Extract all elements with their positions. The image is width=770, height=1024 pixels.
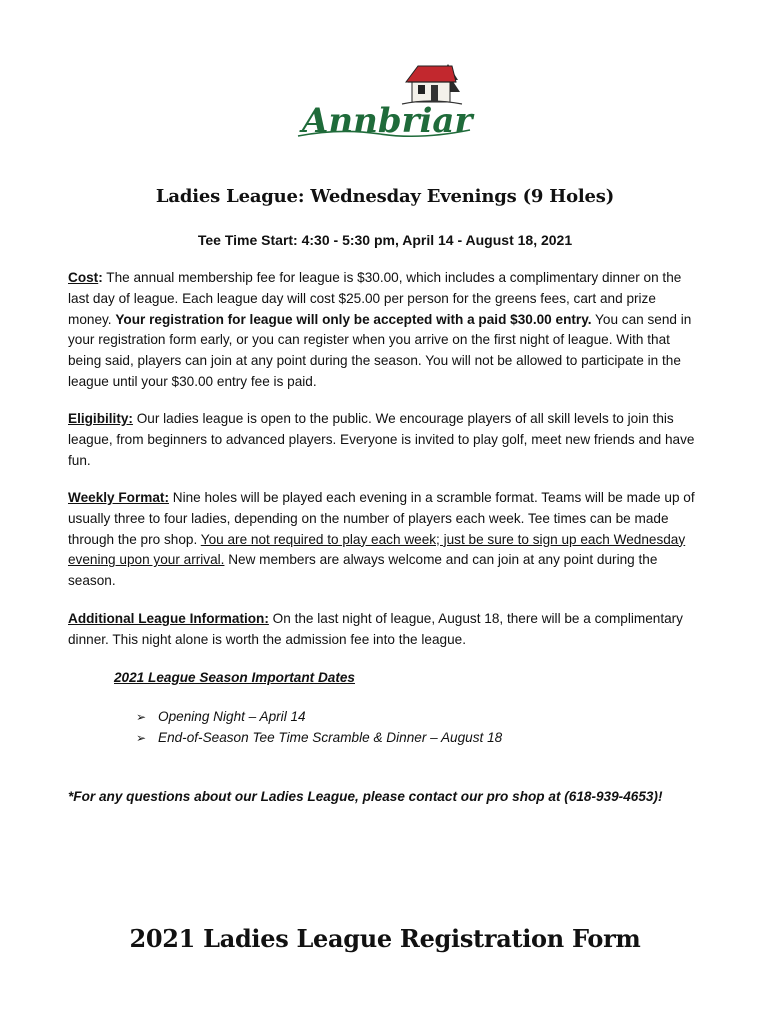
list-item xyxy=(136,709,306,724)
eligibility-label: Eligibility: xyxy=(68,411,133,426)
additional-info-text: On the last night of league, August 18, there will be a complimentary dinner. This night alone is worth the admission fee into the league. xyxy=(68,611,683,647)
weekly-format-label: Weekly Format: xyxy=(68,490,169,505)
eligibility-text: Our ladies league is open to the public. We encourage players of all skill levels to join this league, from beginners to advanced players. Everyone is invited to play golf, meet new friends and have fun. xyxy=(68,411,695,468)
date-item-text: Opening Night – April 14 xyxy=(158,709,306,724)
cost-text-2: You can send in your registration form early, or you can register when you arrive on the first night of league. With that being said, players can join at any point during the season. You will not be allowed to participate in the league until your $30.00 entry fee is paid. xyxy=(68,311,692,389)
cost-bold-note: Your registration for league will only be accepted with a paid $30.00 entry. xyxy=(115,311,592,327)
arrow-bullet-icon: ➢ xyxy=(136,730,147,745)
logo-text: Annbriar xyxy=(302,101,473,141)
list-item xyxy=(136,730,502,745)
barn-logo-icon xyxy=(290,58,480,148)
additional-info-paragraph xyxy=(68,609,703,651)
registration-form-title: 2021 Ladies League Registration Form xyxy=(129,924,641,953)
eligibility-paragraph xyxy=(68,409,703,471)
contact-note: *For any questions about our Ladies League, please contact our pro shop at (618-939-4653)! xyxy=(68,789,663,804)
weekly-format-text: Nine holes will be played each evening in a scramble format. Teams will be made up of usually three to four ladies, depending on the number of players each week. Tee times can be made through the pro shop. xyxy=(68,490,695,547)
tee-time-line: Tee Time Start: 4:30 - 5:30 pm, April 14 - August 18, 2021 xyxy=(197,232,573,248)
important-dates-heading: 2021 League Season Important Dates xyxy=(114,670,355,685)
weekly-format-underline: You are not required to play each week; just be sure to sign up each Wednesday evening upon your arrival. xyxy=(68,531,686,568)
annbriar-logo xyxy=(290,58,480,148)
cost-text: The annual membership fee for league is $30.00, which includes a complimentary dinner on the last day of league. Each league day will cost $25.00 per person for the greens fees, cart and prize money. xyxy=(68,270,682,327)
page-title: Ladies League: Wednesday Evenings (9 Holes) xyxy=(155,186,615,207)
weekly-format-paragraph xyxy=(68,488,703,592)
date-item-text: End-of-Season Tee Time Scramble & Dinner – August 18 xyxy=(158,730,503,745)
cost-paragraph: Cost: The annual membership fee for league is $30.00, which includes a complimentary dinner on the last day of league. Each league day will cost $25.00 per person for the greens fees, cart and prize money. Your registration for league will only be accepted with a paid $30.00 entry. You can send in your registration form early, or you can register when you arrive on the first night of league. With that being said, players can join at any point during the season. You will not be allowed to participate in the league until your $30.00 entry fee is paid. xyxy=(68,270,692,389)
weekly-format-text-2: New members are always welcome and can join at any point during the season. xyxy=(68,552,658,589)
additional-info-label: Additional League Information: xyxy=(68,611,269,626)
cost-label: Cost xyxy=(68,270,99,285)
arrow-bullet-icon: ➢ xyxy=(136,709,147,724)
